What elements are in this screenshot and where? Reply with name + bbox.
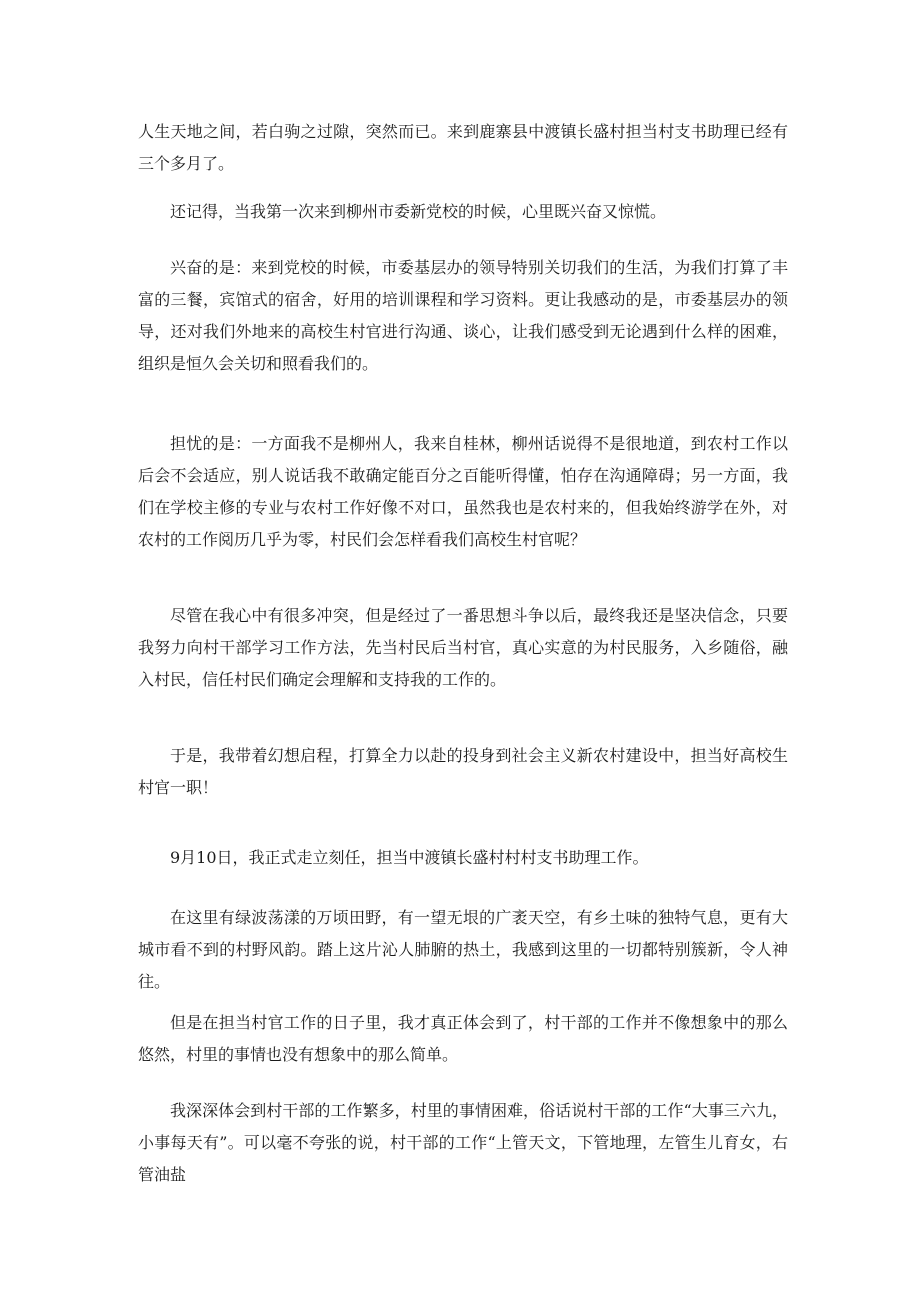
paragraph-7: 9月10日，我正式走立刻任，担当中渡镇长盛村村村支书助理工作。 [170,848,649,867]
paragraph-5: 尽管在我心中有很多冲突，但是经过了一番思想斗争以后，最终我还是坚决信念，只要我努力向村干部学习工作方法，先当村民后当村官，真心实意的为村民服务，入乡随俗，融入村民，信任村民们确定会理解和支持我的工作的。 [138,606,788,689]
paragraph-2: 还记得，当我第一次来到柳州市委新党校的时候，心里既兴奋又惊慌。 [170,202,667,221]
paragraph-9: 但是在担当村官工作的日子里，我才真正体会到了，村干部的工作并不像想象中的那么悠然，村里的事情也没有想象中的那么简单。 [138,1013,788,1064]
paragraph-8: 在这里有绿波荡漾的万顷田野，有一望无垠的广袤天空，有乡土味的独特气息，更有大城市看不到的村野风韵。踏上这片沁人肺腑的热土，我感到这里的一切都特别簇新，令人神往。 [138,908,788,991]
paragraph-4: 担忧的是：一方面我不是柳州人，我来自桂林，柳州话说得不是很地道，到农村工作以后会不会适应，别人说话我不敢确定能百分之百能听得懂，怕存在沟通障碍；另一方面，我们在学校主修的专业与农村工作好像不对口，虽然我也是农村来的，但我始终游学在外，对农村的工作阅历几乎为零，村民们会怎样看我们高校生村官呢？ [138,434,788,549]
paragraph-6: 于是，我带着幻想启程，打算全力以赴的投身到社会主义新农村建设中，担当好高校生村官一职！ [138,746,788,797]
paragraph-10: 我深深体会到村干部的工作繁多，村里的事情困难，俗话说村干部的工作“大事三六九，小事每天有”。可以毫不夸张的说，村干部的工作“上管天文，下管地理，左管生儿育女，右管油盐 [138,1101,788,1184]
paragraph-3: 兴奋的是：来到党校的时候，市委基层办的领导特别关切我们的生活，为我们打算了丰富的三餐，宾馆式的宿舍，好用的培训课程和学习资料。更让我感动的是，市委基层办的领导，还对我们外地来的高校生村官进行沟通、谈心，让我们感受到无论遇到什么样的困难，组织是恒久会关切和照看我们的。 [138,258,788,373]
paragraph-1: 人生天地之间，若白驹之过隙，突然而已。来到鹿寨县中渡镇长盛村担当村支书助理已经有三个多月了。 [138,122,788,173]
